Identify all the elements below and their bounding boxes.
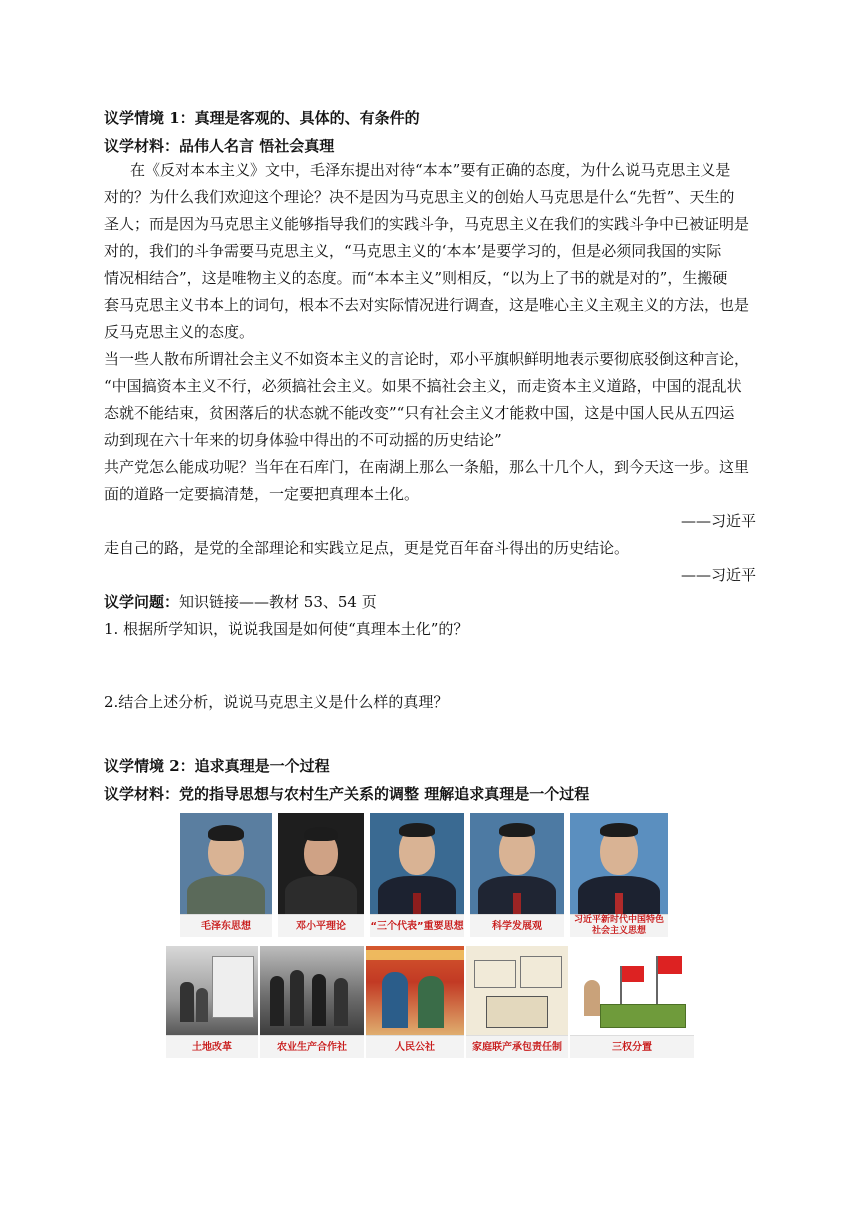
reform-caption: 农业生产合作社 (260, 1035, 364, 1058)
paragraph-line: 套马克思主义书本上的词句，根本不去对实际情况进行调查，这是唯心主义主观主义的方法，也是 (104, 296, 750, 314)
knowledge-link: 知识链接——教材 53、54 页 (179, 593, 377, 611)
reform-caption: 家庭联产承包责任制 (466, 1035, 568, 1058)
leader-portrait (180, 813, 272, 915)
paragraph-line: 态就不能结束，贫困落后的状态就不能改变”“只有社会主义才能救中国，这是中国人民从五四运 (104, 404, 735, 422)
leader-card (470, 813, 564, 937)
leader-portrait (370, 813, 464, 915)
leaders-image-strip (180, 813, 668, 937)
leader-caption: 科学发展观 (470, 914, 564, 937)
paragraph-line: 共产党怎么能成功呢？当年在石库门，在南湖上那么一条船，那么十几个人，到今天这一步。这里 (104, 458, 750, 476)
paragraph-line: 对的？为什么我们欢迎这个理论？决不是因为马克思主义的创始人马克思是什么“先哲”、天生的 (104, 188, 735, 206)
paragraph-line: 在《反对本本主义》文中，毛泽东提出对待“本本”要有正确的态度，为什么说马克思主义是 (130, 161, 731, 179)
paragraph-line: 对的，我们的斗争需要马克思主义，“马克思主义的‘本本’是要学习的，但是必须同我国的实际 (104, 242, 722, 260)
reform-card (366, 946, 464, 1058)
leader-portrait (570, 813, 668, 915)
paragraph-line: 圣人；而是因为马克思主义能够指导我们的实践斗争，马克思主义在我们的实践斗争中已被证明是 (104, 215, 750, 233)
reforms-image-strip (166, 946, 694, 1058)
paragraph-line: “中国搞资本主义不行，必须搞社会主义。如果不搞社会主义，而走资本主义道路，中国的混乱状 (104, 377, 742, 395)
signature: ——习近平 (680, 512, 756, 530)
leader-card (180, 813, 272, 937)
reform-caption: 人民公社 (366, 1035, 464, 1058)
question-2: 2.结合上述分析，说说马克思主义是什么样的真理？ (104, 693, 449, 711)
leader-caption: 邓小平理论 (278, 914, 364, 937)
section1-material: 议学材料：品伟人名言 悟社会真理 (104, 137, 335, 155)
reform-card (260, 946, 364, 1058)
reform-illustration (570, 946, 694, 1036)
paragraph-line: 动到现在六十年来的切身体验中得出的不可动摇的历史结论” (104, 431, 502, 449)
leader-portrait (278, 813, 364, 915)
paragraph-line: 情况相结合”，这是唯物主义的态度。而“本本主义”则相反，“以为上了书的就是对的”，生搬硬 (104, 269, 728, 287)
paragraph-line: 当一些人散布所谓社会主义不如资本主义的言论时，邓小平旗帜鲜明地表示要彻底驳倒这种言论， (104, 350, 750, 368)
reform-illustration (466, 946, 568, 1036)
paragraph-line: 反马克思主义的态度。 (104, 323, 255, 341)
reform-caption: 土地改革 (166, 1035, 258, 1058)
paragraph-line: 面的道路一定要搞清楚，一定要把真理本土化。 (104, 485, 420, 503)
question-label: 议学问题： (104, 593, 180, 611)
paragraph-line: 走自己的路，是党的全部理论和实践立足点，更是党百年奋斗得出的历史结论。 (104, 539, 630, 557)
reform-illustration (166, 946, 258, 1036)
reform-card (166, 946, 258, 1058)
leader-card (570, 813, 668, 937)
section2-material: 议学材料：党的指导思想与农村生产关系的调整 理解追求真理是一个过程 (104, 785, 590, 803)
section1-title: 议学情境 1：真理是客观的、具体的、有条件的 (104, 109, 420, 127)
signature: ——习近平 (680, 566, 756, 584)
reform-card (466, 946, 568, 1058)
leader-caption: 毛泽东思想 (180, 914, 272, 937)
reform-illustration (260, 946, 364, 1036)
question-1: 1. 根据所学知识，说说我国是如何使“真理本土化”的？ (104, 620, 469, 638)
question-heading (104, 592, 377, 612)
leader-card (278, 813, 364, 937)
leader-card (370, 813, 464, 937)
leader-caption: “三个代表”重要思想 (370, 914, 464, 937)
section2-title: 议学情境 2：追求真理是一个过程 (104, 757, 330, 775)
leader-portrait (470, 813, 564, 915)
reform-caption: 三权分置 (570, 1035, 694, 1058)
reform-illustration (366, 946, 464, 1036)
leader-caption: 习近平新时代中国特色社会主义思想 (570, 914, 668, 937)
reform-card (570, 946, 694, 1058)
